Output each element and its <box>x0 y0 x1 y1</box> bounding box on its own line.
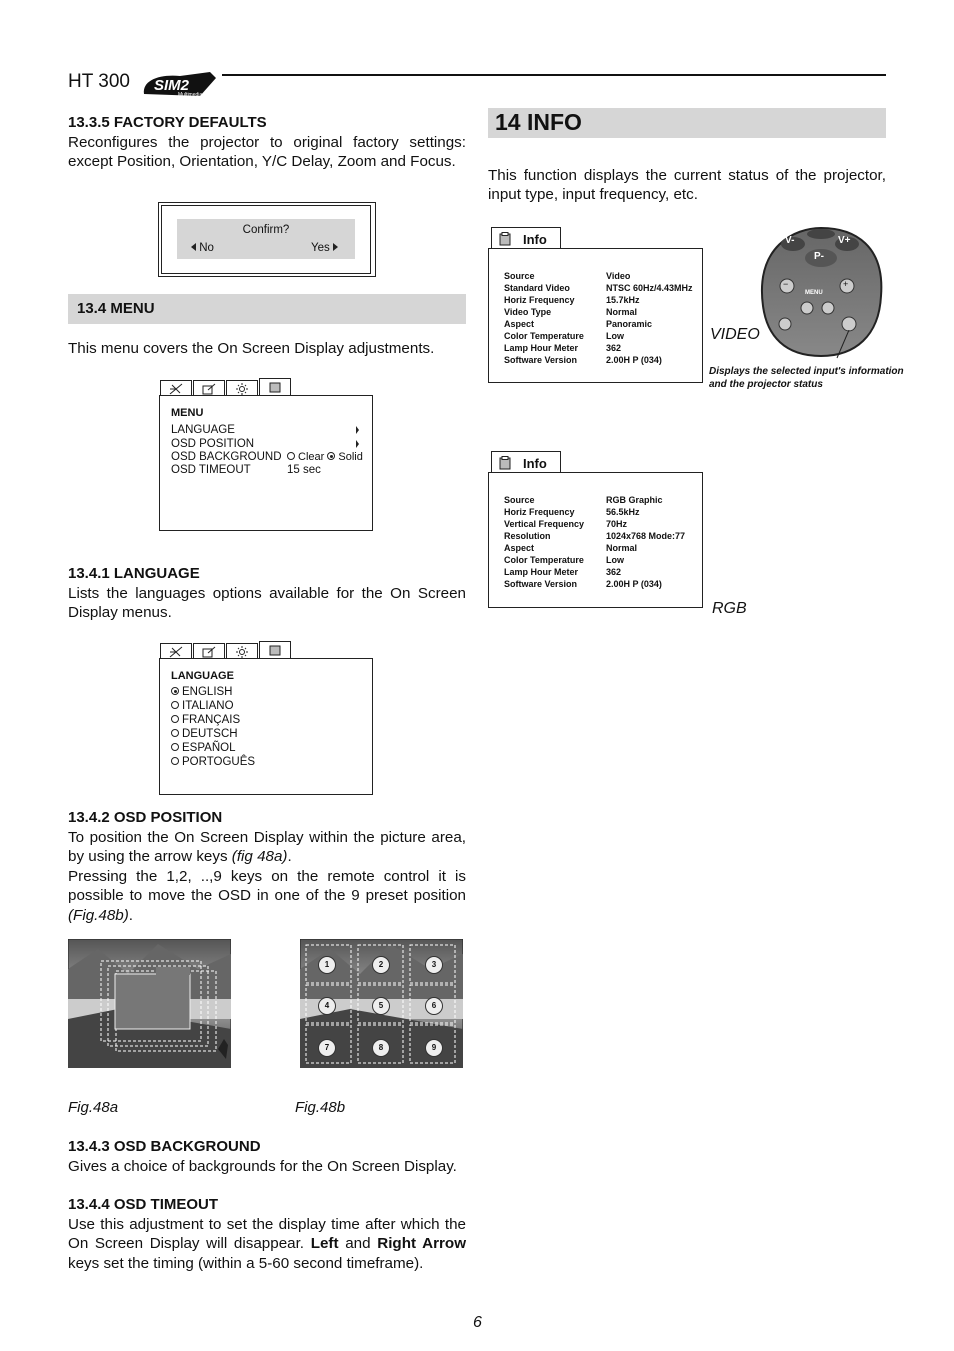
preset-3-marker: 3 <box>425 956 443 974</box>
osd-tabbar <box>160 380 294 396</box>
factory-defaults-text: Reconfigures the projector to original factory settings: except Position, Orientation, Y/C Delay, Zoom and Focus. <box>68 134 466 171</box>
language-option-espanol[interactable]: ESPAÑOL <box>171 741 235 755</box>
heading-osd-position: 13.4.2 OSD POSITION <box>68 809 223 826</box>
osd-item-background[interactable]: OSD BACKGROUND <box>171 451 282 463</box>
language-menu-title: LANGUAGE <box>171 670 234 682</box>
edit-icon <box>202 646 216 658</box>
bg-option-clear[interactable]: Clear <box>287 451 324 463</box>
section-bar-info <box>488 108 886 138</box>
sun-icon <box>235 383 249 395</box>
preset-1-marker: 1 <box>318 956 336 974</box>
sim2-logo <box>140 70 218 98</box>
heading-osd-timeout: 13.4.4 OSD TIMEOUT <box>68 1196 219 1213</box>
language-text: Lists the languages options available for the On Screen Display menus. <box>68 585 466 622</box>
language-option-francais[interactable]: FRANÇAIS <box>171 713 240 727</box>
callout-line <box>835 330 851 360</box>
rgb-info-labels: Source Horiz Frequency Vertical Frequency Resolution Aspect Color Temperature Lamp Hour Meter Software Version <box>504 495 585 589</box>
book-icon <box>268 644 282 656</box>
picture-icon <box>169 383 183 395</box>
header-rule <box>222 74 886 76</box>
osd-timeout-text: Use this adjustment to set the display time after which the On Screen Display will disappear. Left and Right Arrow keys set the timing (within a 5-60 second timeframe). <box>68 1216 467 1272</box>
svg-text:Multimedia: Multimedia <box>178 92 203 98</box>
osd-timeout-value: 15 sec <box>287 464 321 476</box>
osd-item-language[interactable]: LANGUAGE <box>171 424 235 436</box>
heading-info: 14 INFO <box>495 109 582 135</box>
confirm-dialog-frame <box>158 202 376 277</box>
remote-caption: Displays the selected input's information and the projector status <box>709 366 904 390</box>
confirm-yes-option[interactable]: Yes <box>311 241 338 255</box>
confirm-dialog <box>177 219 355 259</box>
osd-position-text-1: To position the On Screen Display within the picture area, by using the arrow keys (fig 48a). <box>68 829 466 866</box>
page-number: 6 <box>473 1314 482 1331</box>
rgb-caption: RGB <box>712 600 747 617</box>
fig48b-caption: Fig.48b <box>295 1099 346 1116</box>
book-icon <box>268 381 282 393</box>
osd-background-text: Gives a choice of backgrounds for the On Screen Display. <box>68 1158 457 1175</box>
osd-item-position[interactable]: OSD POSITION <box>171 438 255 450</box>
document-title: HT 300 <box>68 71 130 92</box>
heading-factory-defaults: 13.3.5 FACTORY DEFAULTS <box>68 114 267 131</box>
remote-vplus-label: V+ <box>838 235 851 246</box>
remote-plus-label: + <box>843 279 849 289</box>
remote-vminus-label: V- <box>785 235 795 246</box>
clipboard-icon <box>499 456 511 470</box>
remote-menu-label: MENU <box>805 290 823 296</box>
preset-6-marker: 6 <box>425 997 443 1015</box>
heading-menu: 13.4 MENU <box>77 300 155 317</box>
info-tab-rgb[interactable]: Info <box>491 451 561 474</box>
remote-pminus-label: P- <box>814 251 824 262</box>
svg-text:SIM2: SIM2 <box>154 77 190 94</box>
video-info-labels: Source Standard Video Horiz Frequency Video Type Aspect Color Temperature Lamp Hour Meter Software Version <box>504 271 584 365</box>
info-text: This function displays the current status of the projector, input type, input frequency, etc. <box>488 167 886 204</box>
osd-background-options <box>287 450 363 464</box>
submenu-arrow-icon <box>356 426 359 434</box>
language-option-english[interactable]: ENGLISH <box>171 685 233 699</box>
edit-icon <box>202 383 216 395</box>
preset-4-marker: 4 <box>318 997 336 1015</box>
submenu-arrow-icon <box>356 440 359 448</box>
video-info-values: Video NTSC 60Hz/4.43MHz 15.7kHz Normal Panoramic Low 362 2.00H P (034) <box>606 271 693 365</box>
remote-minus-label: − <box>783 279 789 289</box>
bg-option-solid[interactable]: Solid <box>327 451 362 463</box>
preset-2-marker: 2 <box>372 956 390 974</box>
language-option-portogues[interactable]: PORTOGUÊS <box>171 755 255 769</box>
left-arrow-icon <box>191 243 196 251</box>
preset-5-marker: 5 <box>372 997 390 1015</box>
language-menu-box <box>159 658 373 795</box>
preset-7-marker: 7 <box>318 1039 336 1057</box>
osd-item-timeout[interactable]: OSD TIMEOUT <box>171 464 251 476</box>
confirm-title: Confirm? <box>242 224 290 236</box>
language-option-deutsch[interactable]: DEUTSCH <box>171 727 238 741</box>
osd-menu-title: MENU <box>171 407 204 419</box>
right-arrow-icon <box>333 243 338 251</box>
preset-8-marker: 8 <box>372 1039 390 1057</box>
rgb-info-values: RGB Graphic 56.5kHz 70Hz 1024x768 Mode:77 Normal Low 362 2.00H P (034) <box>606 495 686 589</box>
section-bar-menu <box>68 294 466 324</box>
osd-tabbar <box>160 643 294 659</box>
fig48a-caption: Fig.48a <box>68 1099 119 1116</box>
osd-position-text-2: Pressing the 1,2, ..,9 keys on the remote control it is possible to move the OSD in one of the 9 preset position (Fig.48b). <box>68 868 466 924</box>
info-tab-video[interactable]: Info <box>491 227 561 250</box>
heading-osd-background: 13.4.3 OSD BACKGROUND <box>68 1138 261 1155</box>
menu-text: This menu covers the On Screen Display adjustments. <box>68 340 435 357</box>
osd-menu-box <box>159 395 373 531</box>
sun-icon <box>235 646 249 658</box>
video-caption: VIDEO <box>710 326 760 343</box>
heading-language: 13.4.1 LANGUAGE <box>68 565 200 582</box>
clipboard-icon <box>499 232 511 246</box>
preset-9-marker: 9 <box>425 1039 443 1057</box>
confirm-no-option[interactable]: No <box>191 241 214 255</box>
language-option-italiano[interactable]: ITALIANO <box>171 699 234 713</box>
fig48a-image <box>68 939 231 1068</box>
picture-icon <box>169 646 183 658</box>
